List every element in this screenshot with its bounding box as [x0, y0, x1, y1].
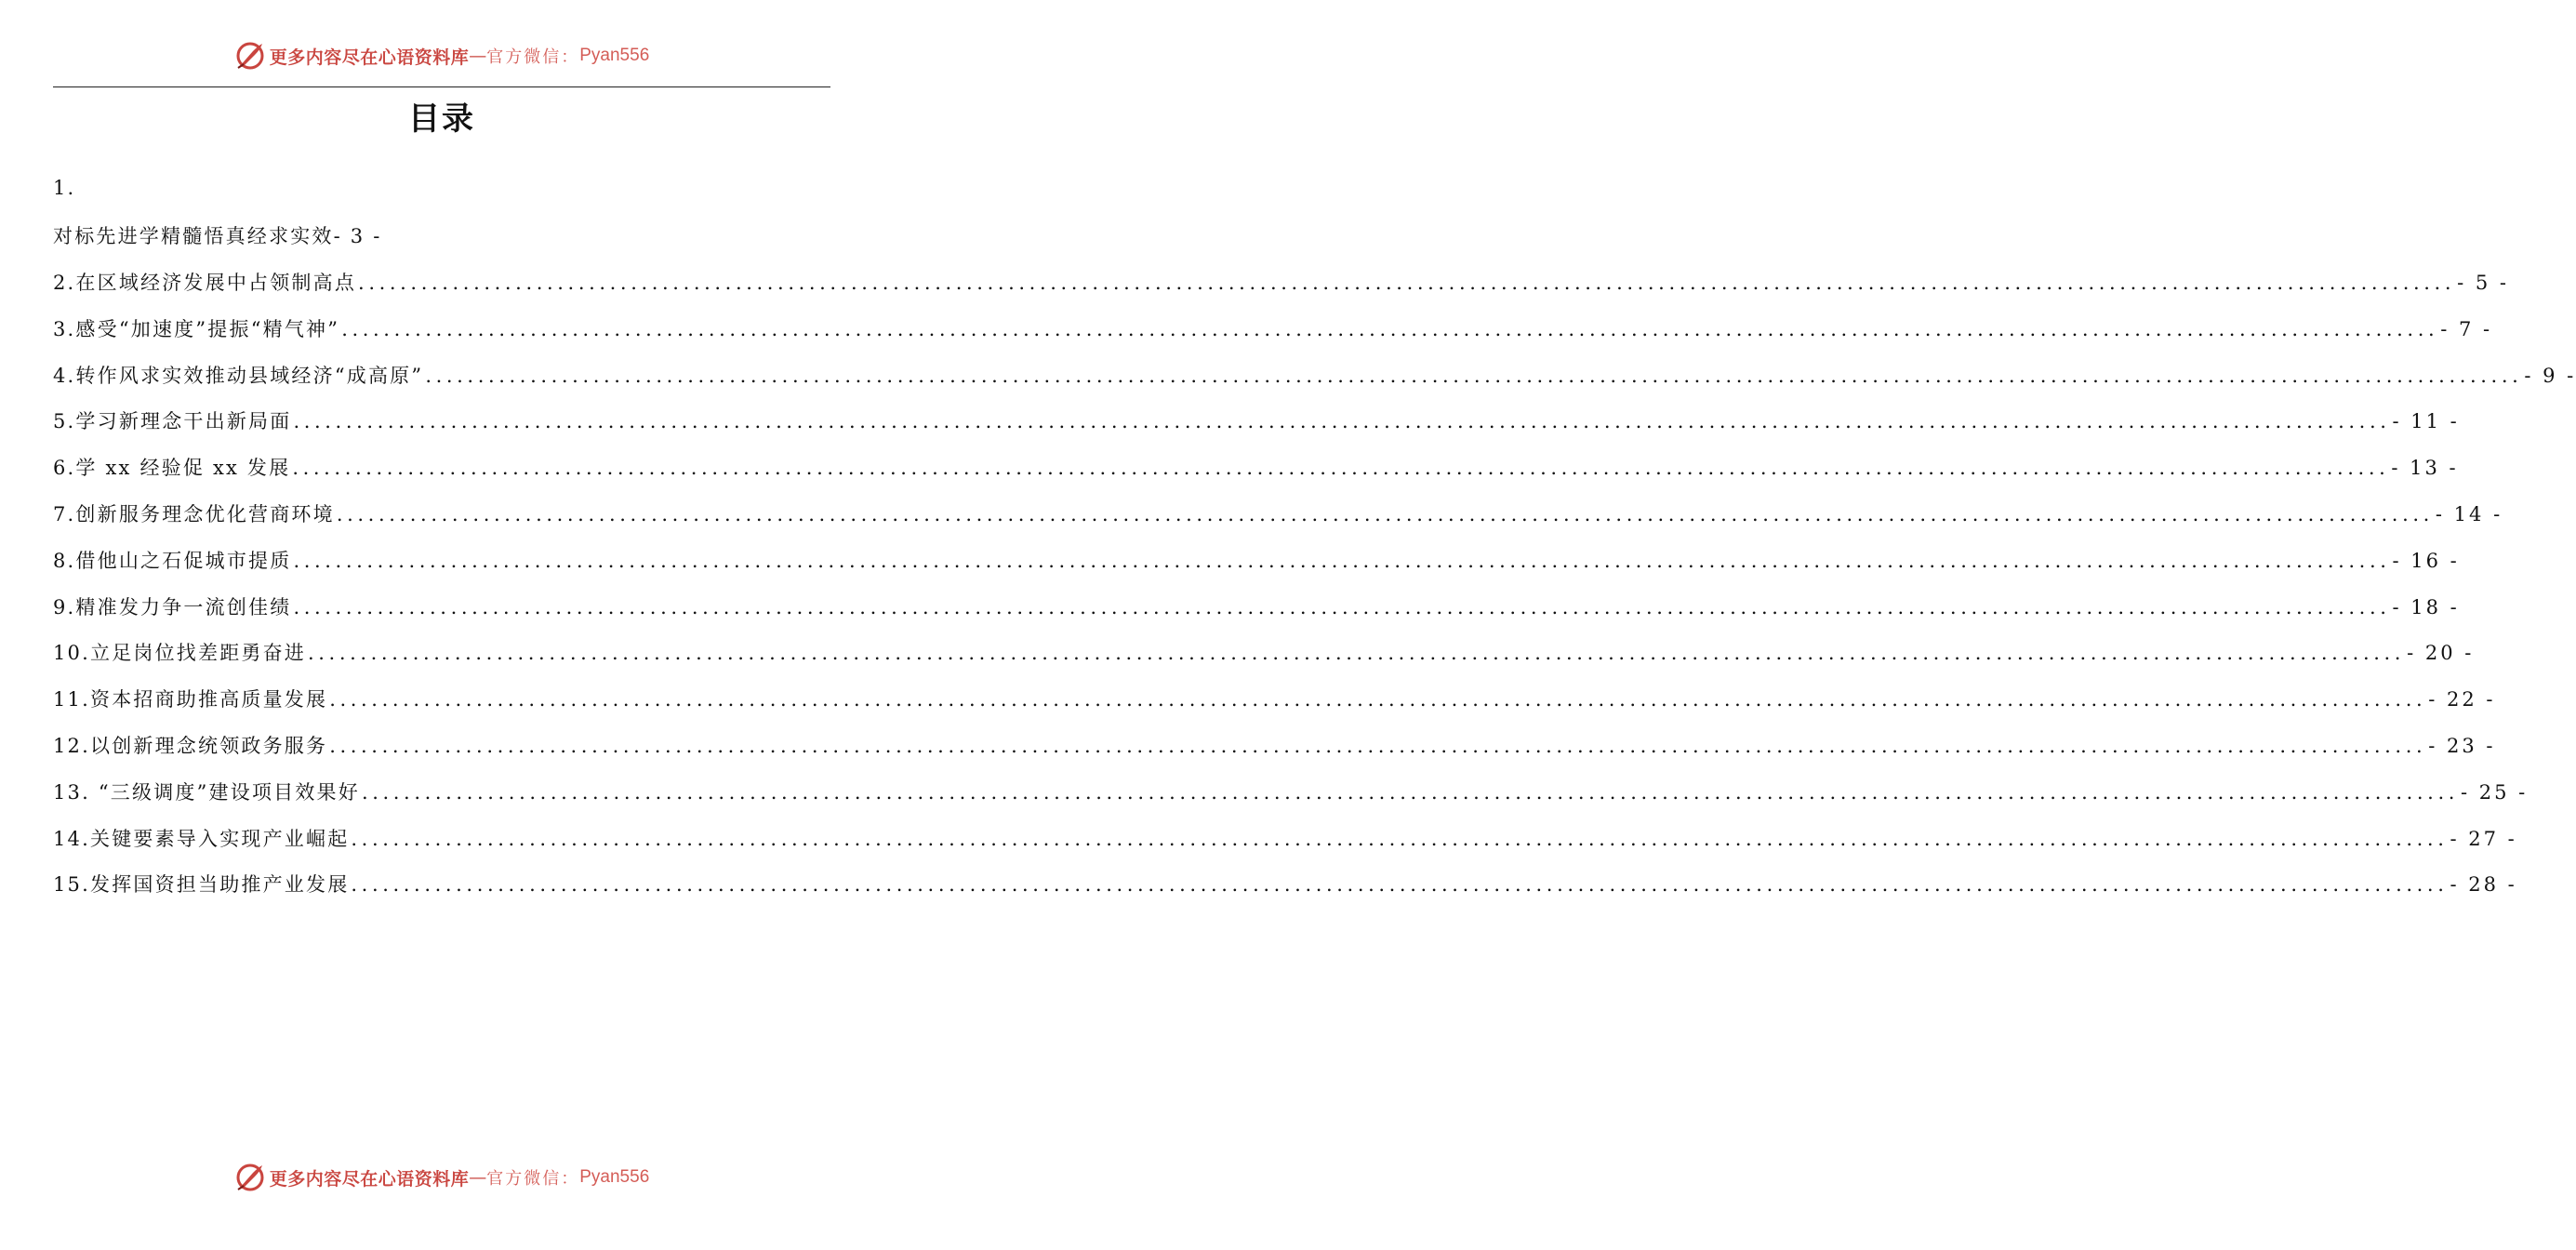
toc-page-number: - 22 -: [2428, 688, 2496, 711]
toc-entry[interactable]: [53, 778, 2529, 809]
toc-dot-leader: ........................................................................................................................................................................................................: [351, 873, 2449, 897]
toc-entry-title: 3.感受“加速度”提振“精气神”: [53, 317, 340, 340]
toc-page-number: - 16 -: [2392, 549, 2460, 572]
toc-entry-title: 7.创新服务理念优化营商环境: [53, 503, 335, 525]
toc-entry-title: 6.学 xx 经验促 xx 发展: [53, 457, 291, 480]
toc-entry[interactable]: [53, 824, 2517, 856]
toc-first-number: 1.: [53, 177, 76, 199]
quill-logo-icon: [234, 1162, 266, 1193]
toc-entry-title: 13. “三级调度”建设项目效果好: [53, 780, 360, 804]
toc-entry[interactable]: [53, 685, 2496, 716]
toc-dot-leader: ........................................................................................................................................................................................................: [341, 317, 2439, 340]
toc-page-number: - 23 -: [2428, 735, 2496, 757]
toc-entry[interactable]: [53, 406, 2460, 438]
toc-page-number: - 28 -: [2450, 873, 2517, 897]
banner-wechat-label: 官方微信：: [486, 1169, 580, 1189]
banner-wechat-label: 官方微信：: [486, 47, 580, 67]
toc-dot-leader: ........................................................................................................................................................................................................: [361, 780, 2460, 804]
toc-dot-leader: ........................................................................................................................................................................................................: [358, 272, 2456, 294]
toc-entry-title: 11.资本招商助推高质量发展: [53, 688, 328, 711]
toc-entry[interactable]: [53, 453, 2459, 485]
toc-entry[interactable]: [53, 638, 2475, 670]
toc-page-number: - 9 -: [2524, 364, 2576, 387]
toc-entry[interactable]: [53, 314, 2493, 346]
toc-entry-title: 15.发挥国资担当助推产业发展: [53, 873, 350, 897]
toc-first-entry[interactable]: 对标先进学精髓悟真经求实效- 3 -: [53, 225, 382, 247]
toc-page-number: - 11 -: [2392, 410, 2460, 433]
banner-wechat-id: Pyan556: [579, 46, 650, 65]
toc-entry-title: 2.在区域经济发展中占领制高点: [53, 272, 357, 294]
page-title: 目录: [408, 100, 475, 138]
toc-entry[interactable]: [53, 268, 2510, 299]
toc-dot-leader: ........................................................................................................................................................................................................: [425, 364, 2523, 387]
header-rule: [53, 86, 830, 87]
toc-page-number: - 13 -: [2391, 457, 2459, 480]
toc-page-number: - 27 -: [2450, 827, 2517, 850]
banner-wechat-id: Pyan556: [579, 1167, 650, 1187]
toc-entry-title: 10.立足岗位找差距勇奋进: [53, 642, 306, 665]
toc-dot-leader: ........................................................................................................................................................................................................: [336, 503, 2434, 525]
toc-dot-leader: ........................................................................................................................................................................................................: [329, 735, 2427, 757]
toc-dot-leader: ........................................................................................................................................................................................................: [351, 827, 2449, 850]
toc-dot-leader: ........................................................................................................................................................................................................: [293, 410, 2391, 433]
toc-page-number: - 20 -: [2407, 642, 2475, 665]
toc-entry[interactable]: [53, 546, 2460, 578]
quill-logo-icon: [234, 40, 266, 72]
header-banner: [0, 37, 883, 74]
toc-entry[interactable]: [53, 592, 2460, 624]
toc-page-number: - 14 -: [2435, 503, 2503, 525]
toc-entry[interactable]: [53, 731, 2496, 763]
toc-dot-leader: ........................................................................................................................................................................................................: [308, 642, 2406, 665]
banner-main-text: 更多内容尽在心语资料库: [269, 47, 470, 68]
toc-entry-title: 4.转作风求实效推动县域经济“成高原”: [53, 364, 424, 387]
toc-entry[interactable]: [53, 499, 2503, 531]
toc-page-number: - 25 -: [2461, 780, 2529, 804]
toc-dot-leader: ........................................................................................................................................................................................................: [292, 457, 2390, 480]
toc-dot-leader: ........................................................................................................................................................................................................: [293, 549, 2391, 572]
toc-entry-title: 12.以创新理念统领政务服务: [53, 735, 328, 757]
toc-page-number: - 18 -: [2392, 595, 2460, 618]
footer-banner: [0, 1159, 883, 1196]
banner-separator: —: [469, 1167, 487, 1188]
toc-page-number: - 7 -: [2440, 317, 2493, 340]
toc-page-number: - 5 -: [2457, 272, 2510, 294]
toc-entry[interactable]: [53, 870, 2517, 901]
toc-entry-title: 14.关键要素导入实现产业崛起: [53, 827, 350, 850]
toc-entry-title: 9.精准发力争一流创佳绩: [53, 595, 292, 618]
toc-dot-leader: ........................................................................................................................................................................................................: [329, 688, 2427, 711]
banner-separator: —: [469, 46, 487, 66]
toc-entry-title: 8.借他山之石促城市提质: [53, 549, 292, 572]
banner-main-text: 更多内容尽在心语资料库: [269, 1168, 470, 1190]
toc-entry-title: 5.学习新理念干出新局面: [53, 410, 292, 433]
toc-entry[interactable]: [53, 361, 2576, 392]
toc-dot-leader: ........................................................................................................................................................................................................: [293, 595, 2391, 618]
